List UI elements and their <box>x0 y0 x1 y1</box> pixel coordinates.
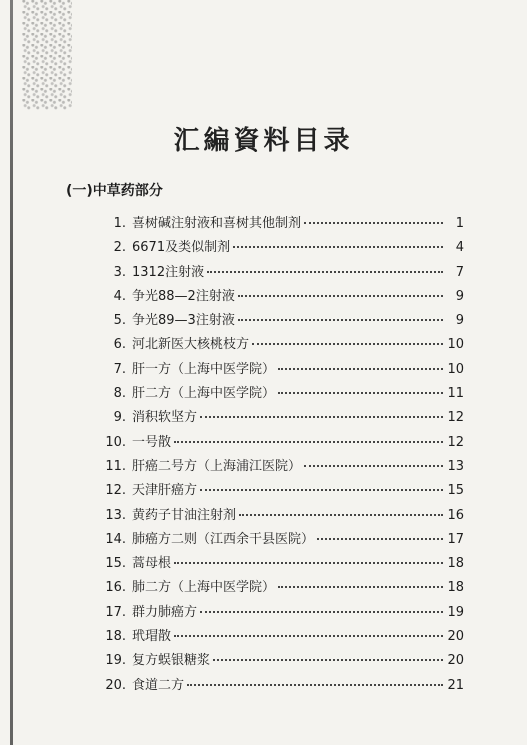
entry-page-number: 15 <box>447 483 464 499</box>
entry-page-number: 10 <box>447 361 464 377</box>
entry-title: 肝一方（上海中医学院） <box>132 361 276 377</box>
entry-number: 16. <box>105 580 126 596</box>
dot-leader <box>238 319 443 321</box>
entry-page-number: 13 <box>447 458 464 474</box>
entry-title: 河北新医大核桃枝方 <box>132 337 250 353</box>
entry-number: 20. <box>105 677 126 693</box>
print-speckle <box>22 0 72 110</box>
entry-number: 8. <box>113 386 126 402</box>
toc-entry <box>96 576 464 600</box>
dot-leader <box>207 271 443 273</box>
section-heading: (一)中草药部分 <box>66 183 163 199</box>
entry-number: 4. <box>113 288 126 304</box>
entry-title: 复方蜈银糖浆 <box>132 653 211 669</box>
entry-number: 5. <box>113 313 126 329</box>
toc-entry <box>96 261 464 285</box>
toc-entry <box>96 625 464 649</box>
toc-entry <box>96 455 464 479</box>
table-of-contents <box>96 212 464 698</box>
dot-leader <box>200 489 443 491</box>
entry-page-number: 18 <box>447 580 464 596</box>
dot-leader <box>278 586 443 588</box>
entry-number: 13. <box>105 507 126 523</box>
entry-title: 1312注射液 <box>132 264 205 280</box>
toc-entry <box>96 382 464 406</box>
dot-leader <box>278 392 443 394</box>
entry-number: 19. <box>105 653 126 669</box>
entry-page-number: 9 <box>455 288 464 304</box>
toc-entry <box>96 431 464 455</box>
entry-number: 2. <box>113 240 126 256</box>
entry-number: 18. <box>105 629 126 645</box>
toc-entry <box>96 406 464 430</box>
toc-entry <box>96 236 464 260</box>
entry-number: 17. <box>105 604 126 620</box>
dot-leader <box>252 343 443 345</box>
dot-leader <box>233 246 443 248</box>
toc-entry <box>96 528 464 552</box>
entry-number: 3. <box>113 264 126 280</box>
dot-leader <box>238 295 443 297</box>
dot-leader <box>174 635 443 637</box>
toc-entry <box>96 674 464 698</box>
entry-title: 黄药子甘油注射剂 <box>132 507 237 523</box>
entry-page-number: 18 <box>447 556 464 572</box>
dot-leader <box>317 538 443 540</box>
entry-page-number: 20 <box>447 653 464 669</box>
entry-number: 10. <box>105 434 126 450</box>
entry-page-number: 17 <box>447 531 464 547</box>
toc-entry <box>96 649 464 673</box>
entry-title: 6671及类似制剂 <box>132 240 231 256</box>
entry-number: 6. <box>113 337 126 353</box>
toc-entry <box>96 333 464 357</box>
entry-page-number: 19 <box>447 604 464 620</box>
entry-number: 9. <box>113 410 126 426</box>
dot-leader <box>213 659 443 661</box>
entry-page-number: 9 <box>455 313 464 329</box>
dot-leader <box>174 562 443 564</box>
entry-page-number: 12 <box>447 434 464 450</box>
dot-leader <box>278 368 443 370</box>
dot-leader <box>304 465 443 467</box>
entry-title: 一号散 <box>132 434 172 450</box>
entry-number: 7. <box>113 361 126 377</box>
entry-page-number: 21 <box>447 677 464 693</box>
entry-page-number: 11 <box>447 386 464 402</box>
entry-title: 天津肝癌方 <box>132 483 198 499</box>
entry-title: 肝二方（上海中医学院） <box>132 386 276 402</box>
entry-number: 11. <box>105 458 126 474</box>
entry-title: 玳瑁散 <box>132 629 172 645</box>
dot-leader <box>200 416 443 418</box>
entry-title: 争光88—2注射液 <box>132 288 235 304</box>
entry-page-number: 4 <box>455 240 464 256</box>
dot-leader <box>239 514 443 516</box>
toc-entry <box>96 358 464 382</box>
dot-leader <box>187 684 443 686</box>
entry-title: 喜树碱注射液和喜树其他制剂 <box>132 216 302 231</box>
toc-entry <box>96 479 464 503</box>
page-binding-edge <box>10 0 13 745</box>
toc-entry <box>96 309 464 333</box>
toc-entry <box>96 212 464 236</box>
entry-number: 1. <box>113 216 126 231</box>
entry-page-number: 12 <box>447 410 464 426</box>
dot-leader <box>304 222 443 224</box>
entry-page-number: 1 <box>455 216 464 231</box>
entry-title: 肺癌方二则（江西余干县医院） <box>132 531 315 547</box>
entry-title: 食道二方 <box>132 677 185 693</box>
toc-entry <box>96 285 464 309</box>
entry-number: 12. <box>105 483 126 499</box>
entry-page-number: 16 <box>447 507 464 523</box>
entry-title: 肝癌二号方（上海浦江医院） <box>132 458 302 474</box>
entry-title: 争光89—3注射液 <box>132 313 235 329</box>
entry-title: 群力肺癌方 <box>132 604 198 620</box>
entry-title: 肺二方（上海中医学院） <box>132 580 276 596</box>
entry-number: 15. <box>105 556 126 572</box>
entry-page-number: 10 <box>447 337 464 353</box>
entry-title: 消积软坚方 <box>132 410 198 426</box>
entry-number: 14. <box>105 531 126 547</box>
dot-leader <box>200 611 443 613</box>
page-title: 汇編資料目录 <box>173 126 354 156</box>
dot-leader <box>174 441 443 443</box>
toc-entry <box>96 552 464 576</box>
toc-entry <box>96 601 464 625</box>
toc-entry <box>96 504 464 528</box>
entry-page-number: 20 <box>447 629 464 645</box>
entry-page-number: 7 <box>455 264 464 280</box>
entry-title: 蒿母根 <box>132 556 172 572</box>
